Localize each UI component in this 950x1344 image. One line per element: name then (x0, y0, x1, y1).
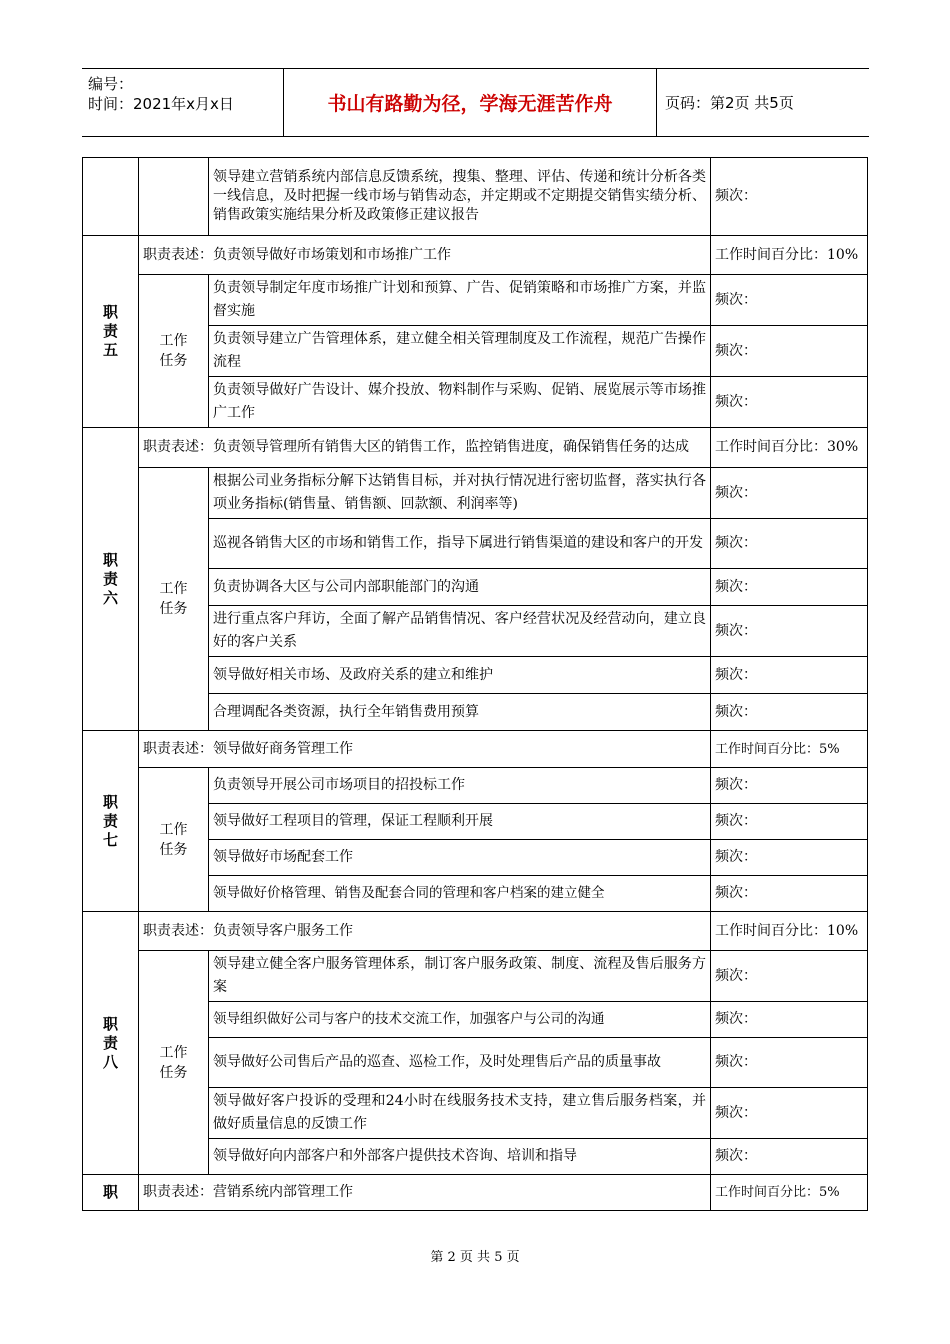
freq-label: 频次： (711, 1139, 868, 1175)
duty-name: 职责七 (83, 731, 139, 912)
task-label: 工作任务 (139, 468, 209, 731)
freq-label: 频次： (711, 326, 868, 377)
duty-description: 职责表述：负责领导客户服务工作 (139, 912, 711, 951)
task-text: 领导做好相关市场、及政府关系的建立和维护 (209, 657, 711, 694)
task-label: 工作任务 (139, 951, 209, 1175)
task-text: 负责领导做好广告设计、媒介投放、物料制作与采购、促销、展览展示等市场推广工作 (209, 377, 711, 428)
duty-table (82, 157, 868, 1211)
duty-description: 职责表述：负责领导做好市场策划和市场推广工作 (139, 236, 711, 275)
duty-name: 职责六 (83, 428, 139, 731)
table-row (83, 768, 868, 804)
freq-label: 频次： (711, 519, 868, 569)
table-row (83, 468, 868, 519)
page-header (82, 68, 869, 137)
duty-description: 职责表述：负责领导管理所有销售大区的销售工作，监控销售进度，确保销售任务的达成 (139, 428, 711, 468)
page-footer: 第 2 页 共 5 页 (430, 1250, 520, 1265)
table-row (83, 731, 868, 768)
time-percentage: 工作时间百分比：10% (711, 236, 868, 275)
freq-label: 频次： (711, 275, 868, 326)
time-label: 时间：2021年x月x日 (88, 95, 234, 113)
task-text: 负责领导开展公司市场项目的招投标工作 (209, 768, 711, 804)
freq-label: 频次： (711, 569, 868, 606)
task-text: 领导做好价格管理、销售及配套合同的管理和客户档案的建立健全 (209, 876, 711, 912)
freq-label: 频次： (711, 694, 868, 731)
time-percentage: 工作时间百分比：10% (711, 912, 868, 951)
number-label: 编号： (88, 75, 134, 93)
table-row (83, 1175, 868, 1211)
duty-name: 职责五 (83, 236, 139, 428)
time-percentage: 工作时间百分比：5% (711, 731, 868, 768)
freq-label: 频次： (711, 951, 868, 1002)
header-motto: 书山有路勤为径，学海无涯苦作舟 (284, 69, 657, 136)
task-text: 领导做好市场配套工作 (209, 840, 711, 876)
freq-label: 频次： (711, 158, 868, 236)
task-text: 领导做好客户投诉的受理和24小时在线服务技术支持，建立售后服务档案，并做好质量信息的反馈工作 (209, 1088, 711, 1139)
task-text: 领导做好向内部客户和外部客户提供技术咨询、培训和指导 (209, 1139, 711, 1175)
task-text: 领导做好工程项目的管理，保证工程顺利开展 (209, 804, 711, 840)
freq-label: 频次： (711, 1002, 868, 1038)
freq-label: 频次： (711, 468, 868, 519)
task-text: 根据公司业务指标分解下达销售目标，并对执行情况进行密切监督，落实执行各项业务指标(销售量、销售额、回款额、利润率等) (209, 468, 711, 519)
task-label: 工作任务 (139, 768, 209, 912)
freq-label: 频次： (711, 1038, 868, 1088)
duty-description: 职责表述：营销系统内部管理工作 (139, 1175, 711, 1211)
task-text: 领导组织做好公司与客户的技术交流工作，加强客户与公司的沟通 (209, 1002, 711, 1038)
freq-label: 频次： (711, 1088, 868, 1139)
freq-label: 频次： (711, 804, 868, 840)
task-text: 领导建立营销系统内部信息反馈系统，搜集、整理、评估、传递和统计分析各类一线信息，及时把握一线市场与销售动态，并定期或不定期提交销售实绩分析、销售政策实施结果分析及政策修正建议报告 (209, 158, 711, 236)
header-meta (82, 69, 284, 136)
freq-label: 频次： (711, 876, 868, 912)
task-text: 领导做好公司售后产品的巡查、巡检工作，及时处理售后产品的质量事故 (209, 1038, 711, 1088)
task-text: 负责协调各大区与公司内部职能部门的沟通 (209, 569, 711, 606)
header-page-code: 页码：第2页 共5页 (665, 94, 794, 112)
table-row (83, 158, 868, 236)
time-percentage: 工作时间百分比：30% (711, 428, 868, 468)
table-row (83, 236, 868, 275)
task-text: 负责领导制定年度市场推广计划和预算、广告、促销策略和市场推广方案，并监督实施 (209, 275, 711, 326)
duty-name: 职 (83, 1175, 139, 1211)
table-row (83, 951, 868, 1002)
freq-label: 频次： (711, 840, 868, 876)
time-percentage: 工作时间百分比：5% (711, 1175, 868, 1211)
duty-name: 职责八 (83, 912, 139, 1175)
task-text: 负责领导建立广告管理体系，建立健全相关管理制度及工作流程，规范广告操作流程 (209, 326, 711, 377)
freq-label: 频次： (711, 657, 868, 694)
duty-description: 职责表述：领导做好商务管理工作 (139, 731, 711, 768)
table-row (83, 275, 868, 326)
task-label-cell (139, 158, 209, 236)
table-row (83, 428, 868, 468)
task-text: 合理调配各类资源，执行全年销售费用预算 (209, 694, 711, 731)
table-row (83, 912, 868, 951)
freq-label: 频次： (711, 768, 868, 804)
freq-label: 频次： (711, 606, 868, 657)
task-text: 进行重点客户拜访，全面了解产品销售情况、客户经营状况及经营动向，建立良好的客户关系 (209, 606, 711, 657)
task-label: 工作任务 (139, 275, 209, 428)
task-text: 巡视各销售大区的市场和销售工作，指导下属进行销售渠道的建设和客户的开发 (209, 519, 711, 569)
duty-cell (83, 158, 139, 236)
freq-label: 频次： (711, 377, 868, 428)
task-text: 领导建立健全客户服务管理体系，制订客户服务政策、制度、流程及售后服务方案 (209, 951, 711, 1002)
